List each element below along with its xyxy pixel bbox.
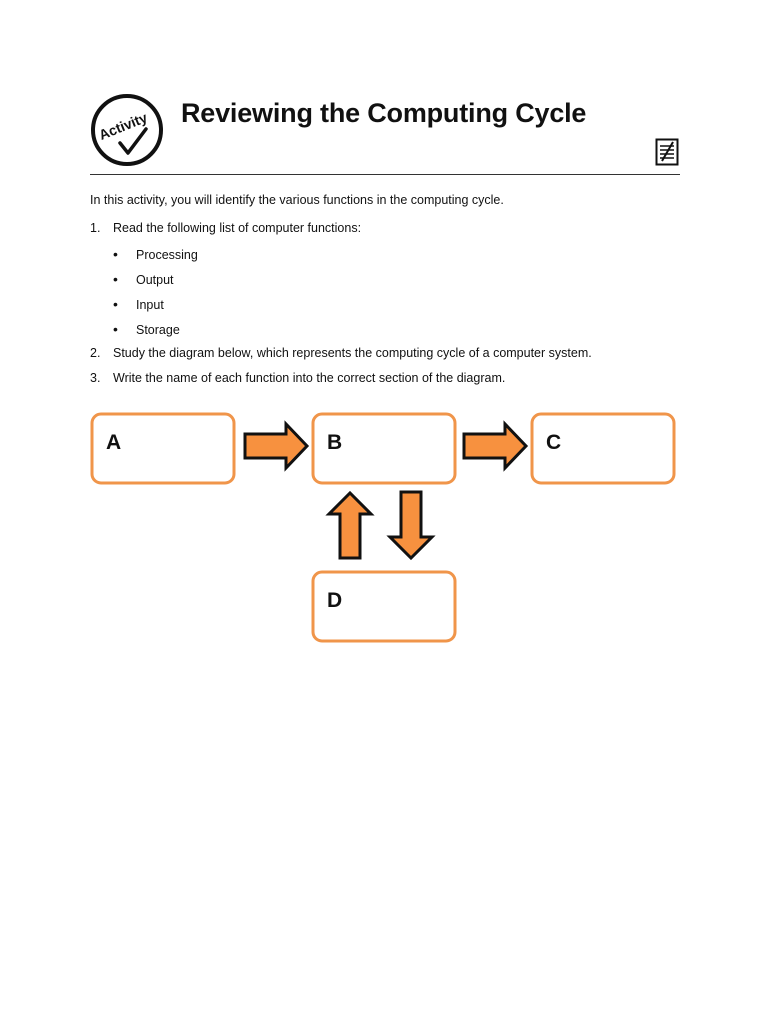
step-text: Study the diagram below, which represents the computing cycle of a computer system.: [113, 346, 592, 360]
box-b-label: B: [327, 431, 343, 454]
bullet-point: •: [113, 271, 118, 287]
step-text: Read the following list of computer functions:: [113, 221, 362, 235]
box-c-label: C: [546, 431, 562, 454]
box-d-label: D: [327, 589, 343, 612]
step-text: Write the name of each function into the correct section of the diagram.: [113, 371, 506, 385]
box-a-label: A: [106, 431, 122, 454]
arrow-d-to-b-icon: [329, 493, 371, 558]
arrow-b-to-d-icon: [390, 492, 432, 558]
step-number: 2.: [90, 346, 101, 360]
step-number: 3.: [90, 371, 101, 385]
box-b[interactable]: [313, 414, 455, 483]
bullet-point: •: [113, 296, 118, 312]
intro-text: In this activity, you will identify the various functions in the computing cycle.: [90, 193, 504, 207]
function-label: Storage: [136, 323, 180, 337]
function-label: Input: [136, 298, 164, 312]
function-label: Processing: [136, 248, 198, 262]
step-number: 1.: [90, 221, 101, 235]
arrow-b-to-c-icon: [464, 424, 526, 468]
box-a[interactable]: [92, 414, 234, 483]
badge-text: Activity: [96, 109, 150, 143]
box-d[interactable]: [313, 572, 455, 641]
page-title: Reviewing the Computing Cycle: [181, 98, 587, 128]
bullet-point: •: [113, 321, 118, 337]
function-label: Output: [136, 273, 174, 287]
arrow-a-to-b-icon: [245, 424, 307, 468]
box-c[interactable]: [532, 414, 674, 483]
bullet-point: •: [113, 246, 118, 262]
